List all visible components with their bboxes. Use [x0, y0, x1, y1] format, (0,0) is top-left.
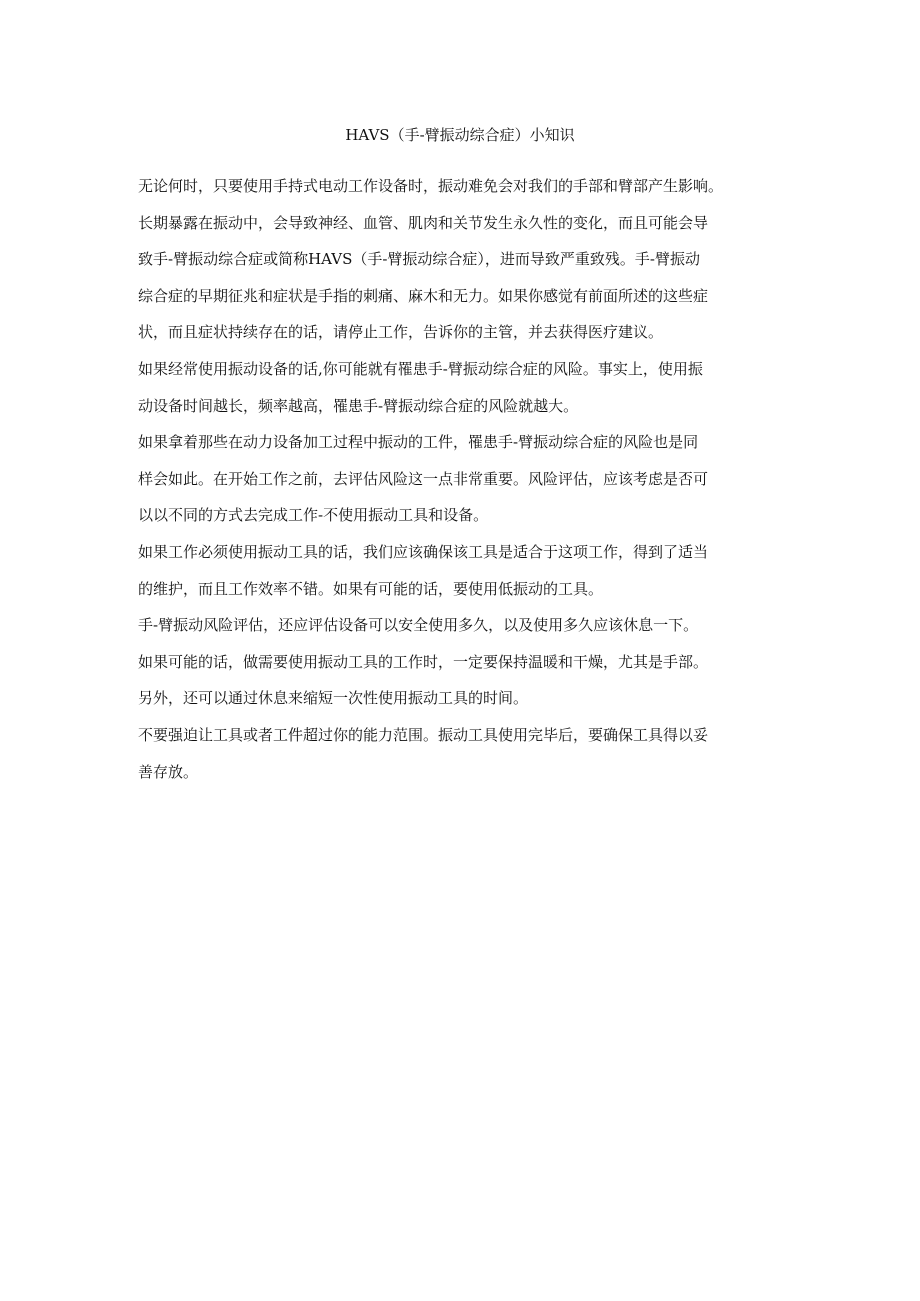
body-line: 致手-臂振动综合症或简称HAVS（手-臂振动综合症），进而导致严重致残。手-臂振动: [138, 250, 700, 269]
body-line: 如果工作必须使用振动工具的话，我们应该确保该工具是适合于这项工作，得到了适当: [138, 542, 709, 561]
body-line: 另外，还可以通过休息来缩短一次性使用振动工具的时间。: [138, 689, 529, 708]
body-line: 手-臂振动风险评估，还应评估设备可以安全使用多久，以及使用多久应该休息一下。: [138, 616, 699, 635]
body-line: 如果可能的话，做需要使用振动工具的工作时，一定要保持温暖和干燥，尤其是手部。: [138, 652, 709, 671]
document-body: [138, 174, 798, 796]
body-line: 以以不同的方式去完成工作-不使用振动工具和设备。: [138, 506, 489, 525]
body-line: 长期暴露在振动中，会导致神经、血管、肌肉和关节发生永久性的变化，而且可能会导: [138, 213, 709, 232]
body-line: 不要强迫让工具或者工件超过你的能力范围。振动工具使用完毕后，要确保工具得以妥: [138, 725, 709, 744]
body-line: 综合症的早期征兆和症状是手指的刺痛、麻木和无力。如果你感觉有前面所述的这些症: [138, 286, 709, 305]
body-line: 状，而且症状持续存在的话，请停止工作，告诉你的主管，并去获得医疗建议。: [138, 323, 664, 342]
body-line: 如果经常使用振动设备的话,你可能就有罹患手-臂振动综合症的风险。事实上，使用振: [138, 359, 703, 378]
body-line: 动设备时间越长，频率越高，罹患手-臂振动综合症的风险就越大。: [138, 396, 579, 415]
body-line: 无论何时，只要使用手持式电动工作设备时，振动难免会对我们的手部和臂部产生影响。: [138, 177, 724, 195]
document-title: HAVS（手-臂振动综合症）小知识: [345, 126, 575, 144]
body-line: 如果拿着那些在动力设备加工过程中振动的工件，罹患手-臂振动综合症的风险也是同: [138, 433, 699, 452]
body-line: 善存放。: [138, 762, 199, 781]
body-line: 样会如此。在开始工作之前，去评估风险这一点非常重要。风险评估，应该考虑是否可: [138, 469, 709, 488]
body-line: 的维护，而且工作效率不错。如果有可能的话，要使用低振动的工具。: [138, 579, 604, 598]
